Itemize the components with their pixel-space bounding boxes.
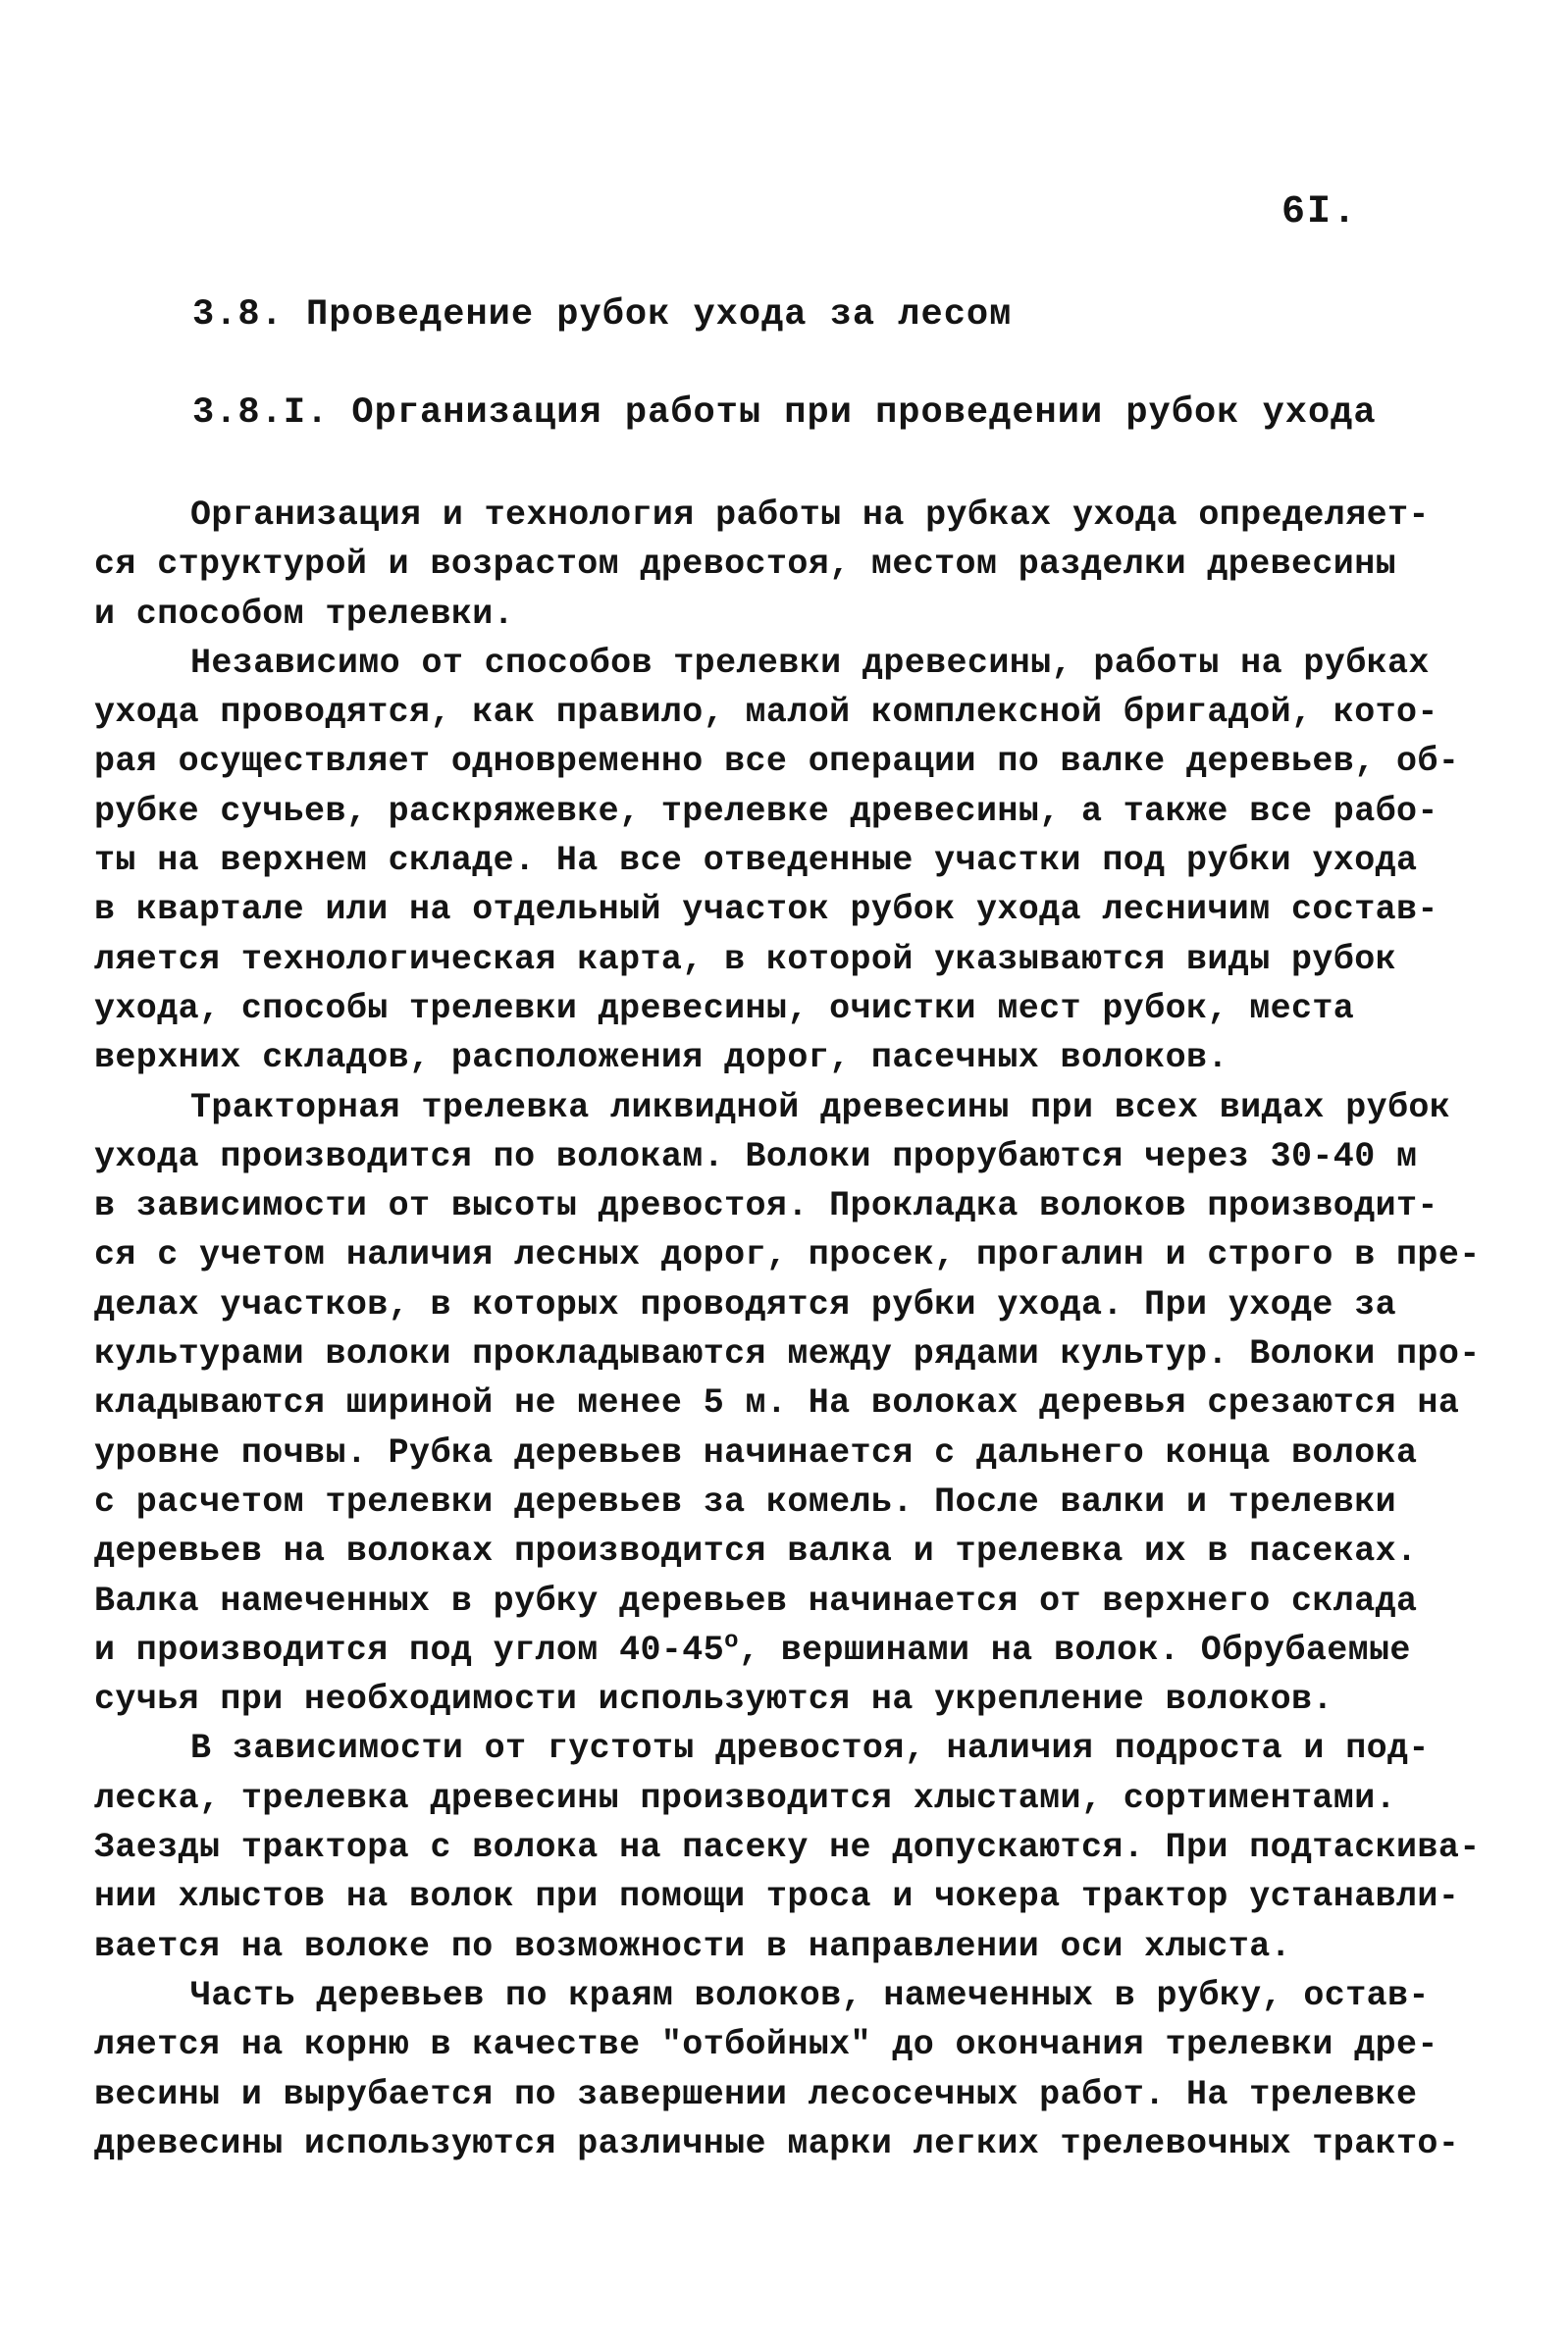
text-line-content: Организация и технология работы на рубках ухода определяет-	[190, 495, 1430, 535]
text-line-content: сучья при необходимости используются на укрепление волоков.	[94, 1680, 1333, 1720]
text-line	[94, 2070, 1418, 2119]
text-line-content: деревьев на волоках производится валка и трелевка их в пасеках.	[94, 1532, 1418, 1572]
text-line-content: ухода проводятся, как правило, малой комплексной бригадой, кото-	[94, 693, 1438, 733]
text-line-content: уровне почвы. Рубка деревьев начинается с дальнего конца волока	[94, 1432, 1418, 1473]
text-line	[94, 688, 1438, 737]
text-line-content: Независимо от способов трелевки древесины, работы на рубках	[190, 643, 1430, 683]
text-line	[94, 1329, 1481, 1378]
text-line-content: верхних складов, расположения дорог, пасечных волоков.	[94, 1038, 1228, 1078]
text-line	[94, 1872, 1460, 1921]
text-line-content: древесины используются различные марки легких трелевочных тракто-	[94, 2123, 1460, 2163]
text-line	[94, 1823, 1481, 1872]
text-line-content: В зависимости от густоты древостоя, наличия подроста и под-	[190, 1729, 1430, 1769]
text-line	[94, 1230, 1481, 1279]
body-text	[94, 491, 1481, 2168]
text-line-content: рая осуществляет одновременно все операции по валке деревьев, об-	[94, 742, 1460, 782]
text-line-content: Валка намеченных в рубку деревьев начинается от верхнего склада	[94, 1581, 1418, 1621]
text-line-content: культурами волоки прокладываются между рядами культур. Волоки про-	[94, 1334, 1481, 1375]
text-line-content: ухода, способы трелевки древесины, очистки мест рубок, места	[94, 988, 1355, 1028]
text-line-content: нии хлыстов на волок при помощи троса и чокера трактор устанавли-	[94, 1877, 1460, 1917]
text-line-content: ся с учетом наличия лесных дорог, просек, прогалин и строго в пре-	[94, 1235, 1481, 1275]
text-line-content: леска, трелевка древесины производится хлыстами, сортиментами.	[94, 1778, 1397, 1818]
text-line-content: делах участков, в которых проводятся рубки ухода. При уходе за	[94, 1284, 1397, 1325]
text-line	[94, 1132, 1418, 1181]
text-line	[94, 1774, 1397, 1823]
text-line	[94, 1922, 1389, 1971]
text-line-content: ляется технологическая карта, в которой указываются виды рубок	[94, 939, 1397, 979]
text-line	[94, 1527, 1418, 1576]
text-line-content: кладываются шириной не менее 5 м. На волоках деревья срезаются на	[94, 1383, 1460, 1424]
text-line-content: вается на волоке по возможности в направлении оси хлыста.	[94, 1926, 1291, 1966]
text-line	[94, 836, 1418, 885]
text-line-content: в зависимости от высоты древостоя. Прокладка волоков производит-	[94, 1186, 1438, 1226]
text-line	[94, 885, 1438, 934]
text-line-content: Тракторная трелевка ликвидной древесины при всех видах рубок	[190, 1087, 1451, 1127]
text-line	[94, 1675, 1389, 1724]
text-line	[94, 2119, 1460, 2168]
text-line	[94, 540, 1397, 589]
text-line	[94, 590, 1389, 639]
text-line-content: ухода производится по волокам. Волоки прорубаются через 30-40 м	[94, 1136, 1418, 1176]
text-line-content: в квартале или на отдельный участок рубок ухода лесничим состав-	[94, 890, 1438, 930]
text-line-content: и способом трелевки.	[94, 594, 515, 634]
text-line	[94, 1280, 1397, 1329]
text-line-content: ляется на корню в качестве "отбойных" до окончания трелевки дре-	[94, 2025, 1438, 2065]
page-number: 6I.	[1281, 190, 1359, 234]
text-line-content: с расчетом трелевки деревьев за комель. После валки и трелевки	[94, 1481, 1397, 1522]
section-heading: 3.8. Проведение рубок ухода за лесом	[192, 294, 1013, 336]
text-line	[94, 1971, 1430, 2020]
text-line	[94, 639, 1430, 688]
text-line	[94, 1478, 1397, 1527]
text-line	[94, 1033, 1389, 1082]
text-line-content: весины и вырубается по завершении лесосечных работ. На трелевке	[94, 2074, 1418, 2114]
text-line	[94, 1577, 1418, 1626]
text-line	[94, 787, 1438, 836]
text-line-content: ты на верхнем складе. На все отведенные участки под рубки ухода	[94, 841, 1418, 881]
text-line-continuation: , вершинами на волок. Обрубаемые	[738, 1630, 1411, 1670]
subsection-heading: 3.8.I. Организация работы при проведении рубок ухода	[192, 392, 1377, 434]
text-line	[94, 1429, 1418, 1478]
text-line-content: рубке сучьев, раскряжевке, трелевке древесины, а также все рабо-	[94, 791, 1438, 831]
text-line	[94, 935, 1397, 984]
text-line-content: и производится под углом 40-45	[94, 1630, 725, 1670]
text-line-content: Часть деревьев по краям волоков, намеченных в рубку, остав-	[190, 1975, 1430, 2015]
text-line	[94, 1724, 1430, 1773]
text-line	[94, 1626, 1411, 1675]
text-line	[94, 1378, 1460, 1428]
degree-superscript: о	[724, 1628, 739, 1655]
text-line	[94, 2020, 1438, 2069]
text-line	[94, 491, 1430, 540]
text-line-content: ся структурой и возрастом древостоя, местом разделки древесины	[94, 545, 1397, 585]
text-line	[94, 1083, 1451, 1132]
text-line	[94, 984, 1389, 1033]
text-line-content: Заезды трактора с волока на пасеку не допускаются. При подтаскива-	[94, 1828, 1481, 1868]
text-line	[94, 1181, 1438, 1230]
text-line	[94, 737, 1460, 786]
